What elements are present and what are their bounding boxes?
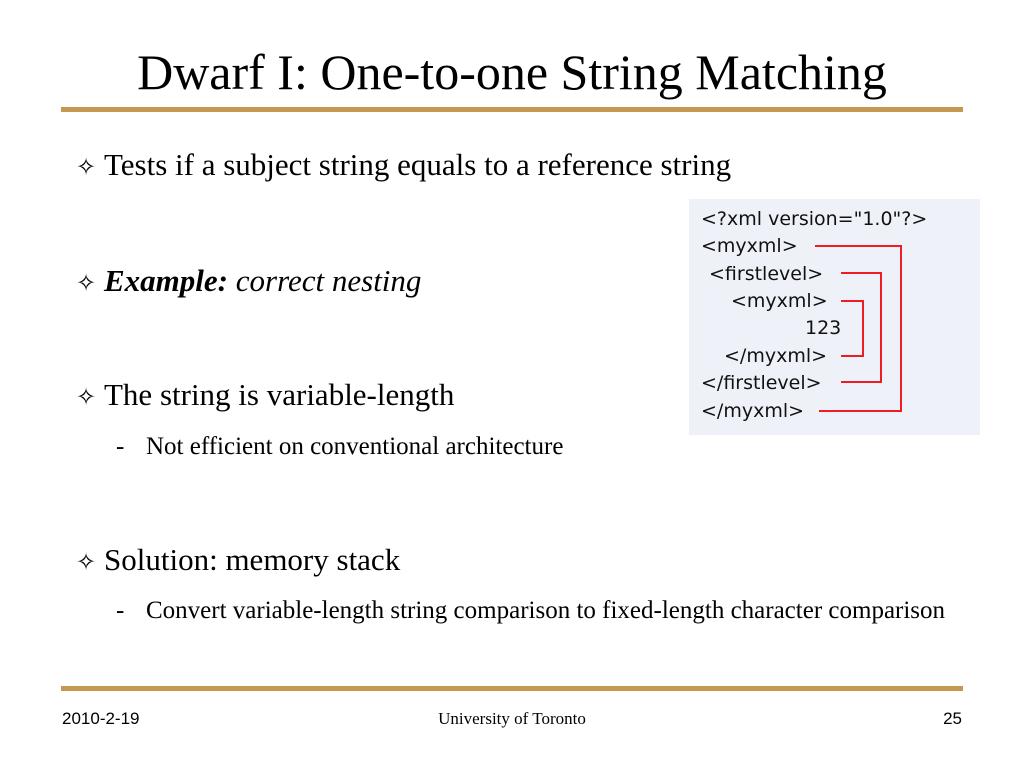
xml-line-declaration: <?xml version="1.0"?> <box>701 208 928 230</box>
four-point-star-outline-icon: ✧ <box>76 153 97 181</box>
xml-line-open-firstlevel: <firstlevel> <box>709 263 824 285</box>
four-point-star-outline-icon: ✧ <box>76 548 97 576</box>
bullet-4-text: Solution: memory stack <box>104 542 401 577</box>
dash-marker: - <box>116 433 125 460</box>
inner-myxml-bracket <box>841 301 863 356</box>
dash-marker: - <box>116 597 125 624</box>
xml-line-open-myxml: <myxml> <box>701 235 798 257</box>
bullet-3 <box>76 376 454 416</box>
outer-myxml-bracket <box>815 246 901 411</box>
bullet-2-label: Example: <box>104 263 228 298</box>
sub-bullet-3-1-text: Not efficient on conventional architecture <box>146 433 564 460</box>
firstlevel-bracket <box>841 273 881 382</box>
nesting-bracket-lines <box>689 199 980 435</box>
bullet-1-text: Tests if a subject string equals to a reference string <box>104 147 732 182</box>
xml-example-panel <box>689 199 980 435</box>
xml-line-close-inner-myxml: </myxml> <box>724 345 828 367</box>
xml-line-close-firstlevel: </firstlevel> <box>701 372 822 394</box>
sub-bullet-4-1 <box>116 594 946 628</box>
bullet-1 <box>76 146 731 186</box>
xml-line-open-inner-myxml: <myxml> <box>731 290 828 312</box>
sub-bullet-3-1 <box>116 430 564 464</box>
slide-title: Dwarf I: One-to-one String Matching <box>137 44 887 100</box>
bullet-3-text: The string is variable-length <box>104 377 455 412</box>
bullet-4 <box>76 541 400 581</box>
bullet-2-text: correct nesting <box>228 263 422 298</box>
bullet-2 <box>76 262 421 302</box>
footer-organization: University of Toronto <box>438 709 586 728</box>
four-point-star-outline-icon: ✧ <box>76 269 97 297</box>
xml-line-value: 123 <box>805 317 842 339</box>
xml-line-close-myxml: </myxml> <box>701 400 805 422</box>
title-divider <box>61 107 963 112</box>
sub-bullet-4-1-text: Convert variable-length string comparison to fixed-length character comparison <box>146 597 946 624</box>
footer-date: 2010-2-19 <box>62 709 140 728</box>
four-point-star-outline-icon: ✧ <box>76 383 97 411</box>
footer-divider <box>61 686 963 691</box>
page-number: 25 <box>943 709 962 728</box>
